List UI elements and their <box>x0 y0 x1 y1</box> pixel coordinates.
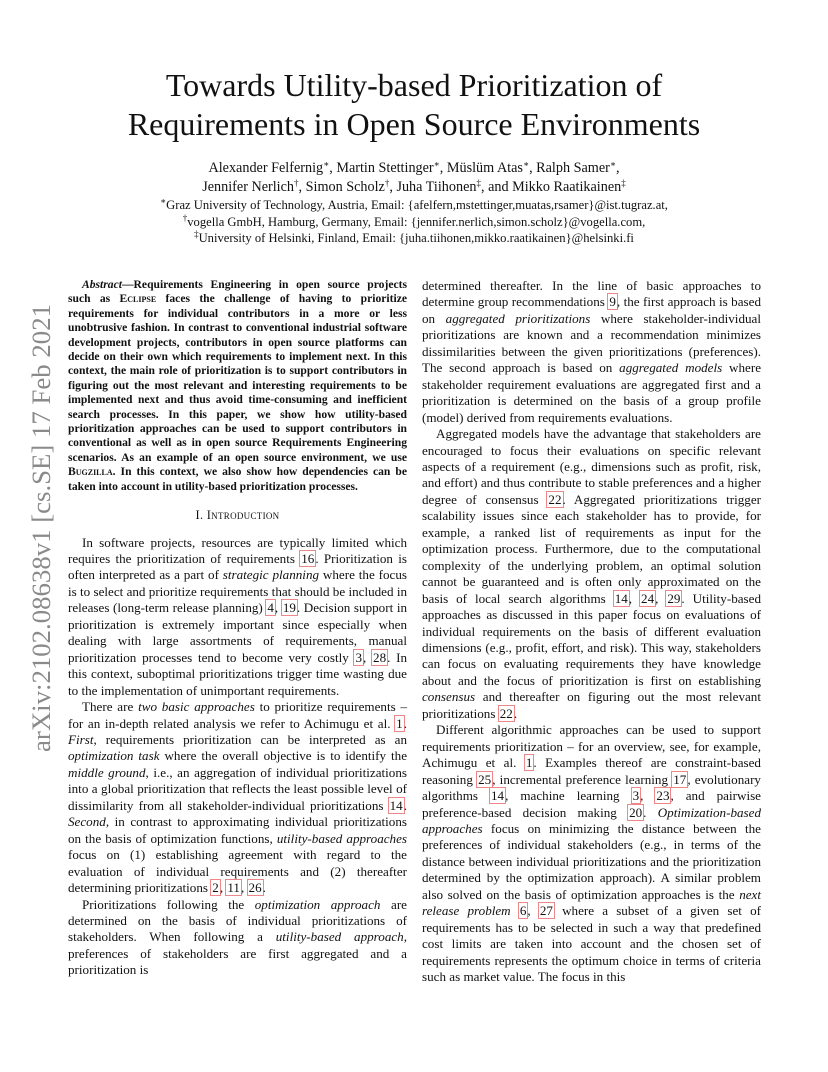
authors-line-2: Jennifer Nerlich†, Simon Scholz†, Juha Tiihonen‡, and Mikko Raatikainen‡ <box>202 178 626 195</box>
eclipse-name: Eclipse <box>119 292 157 306</box>
arxiv-stamp <box>8 300 68 760</box>
title-line-1: Towards Utility-based Prioritization of <box>165 67 663 103</box>
section-heading-introduction: I. Introduction <box>195 508 280 523</box>
intro-paragraph-3-cont: determined thereafter. In the line of basic approaches to determine group recommendations 9, the first approach is based on aggregated prioritizations where stakeholder-individual prioritizations are known and a recommendation minimizes dissimilarities between the given prioritizations (preferences). The second approach is based on aggregated models where stakeholder requirement evaluations are aggregated first and a prioritization is determined on the basis of a group profile (model) derived from requirements evaluations. <box>422 278 762 425</box>
intro-paragraph-2: There are two basic approaches to prioritize requirements – for an in-depth related analysis we refer to Achimugu et al. 1. First, requirements prioritization can be interpreted as an optimization task where the overall objective is to identify the middle ground, i.e., an aggregation of individual prioritizations into a global prioritization that reflects the least possible level of dissimilarity from all stakeholder-individual prioritizations 14. Second, in contrast to approximating individual prioritizations on the basis of optimization functions, utility-based approaches focus on (1) establishing agreement with regard to the evaluation of individual requirements and (2) thereafter determining prioritizations 2, 11, 26. <box>68 699 408 896</box>
intro-paragraph-5: Different algorithmic approaches can be used to support requirements prioritization – for an overview, see, for example, Achimugu et al. 1. Examples thereof are constraint-based reasoning 25, incremental preference learning 17, evolutionary algorithms 14, machine learning 3, 23, and pairwise preference-based decision making 20. Optimization-based approaches focus on minimizing the distance between the preferences of individual stakeholders (e.g., in terms of the distance between individual prioritizations and the prioritization determined by the optimization approach). A similar problem also solved on the basis of optimization approaches is the next release problem 6, 27 where a subset of a given set of requirements has to be selected in such a way that predefined cost limits are taken into account and the chosen set of requirements represents the optimum choice in terms of criteria such as market value. The focus in this <box>422 722 762 985</box>
title-line-2: Requirements in Open Source Environments <box>127 106 701 142</box>
affiliation-graz: ∗Graz University of Technology, Austria, Email: {afelfern,mstettinger,muatas,rsamer}@ist.tugraz.at, <box>160 196 668 212</box>
intro-paragraph-3: Prioritizations following the optimization approach are determined on the basis of individual prioritizations of stakeholders. When following a utility-based approach, preferences of stakeholders are first aggregated and a prioritization is <box>68 896 408 978</box>
bugzilla-name: Bugzilla <box>68 465 113 479</box>
intro-paragraph-1: In software projects, resources are typically limited which requires the prioritization of requirements 16. Prioritization is often interpreted as a part of strategic planning where the focus is to select and prioritize requirements that should be included in releases (long-term release planning) 4, 19. Decision support in prioritization is extremely important since especially when dealing with large assortments of requirements, manual prioritization processes tend to become very costly 3, 28. In this context, suboptimal prioritizations trigger time wasting due to the implementation of unimportant requirements. <box>68 534 408 698</box>
right-column <box>422 278 761 985</box>
authors-line-1: Alexander Felfernig∗, Martin Stettinger∗, Müslüm Atas∗, Ralph Samer∗, <box>208 159 620 176</box>
intro-paragraph-4: Aggregated models have the advantage that stakeholders are encouraged to focus their evaluations on specific relevant aspects of a requirement (e.g., dimensions such as profit, risk, and effort) and thus contribute to stable preferences and a higher degree of consensus 22. Aggregated prioritizations trigger scalability issues since each stakeholder has to provide, for example, a ranked list of requirements as input for the optimization process. Furthermore, due to the computational complexity of the underlying problem, an optimal solution cannot be guaranteed and is often only approximated on the basis of local search algorithms 14, 24, 29. Utility-based approaches as discussed in this paper focus on evaluations of individual requirements on the basis of different evaluation dimensions (e.g., profit, effort, and risk). This way, stakeholders can focus on evaluating requirements they have knowledge about and the focus of prioritization is first on establishing consensus and thereafter on figuring out the most relevant prioritizations 22. <box>422 426 762 721</box>
paper-title <box>70 66 758 144</box>
left-column <box>68 278 407 979</box>
affiliation-helsinki: ‡University of Helsinki, Finland, Email: {juha.tiihonen,mikko.raatikainen}@helsinki.fi <box>194 229 634 245</box>
abstract-label: Abstract <box>82 278 122 291</box>
arxiv-stamp-text: arXiv:2102.08638v1 [cs.SE] 17 Feb 2021 <box>26 308 56 752</box>
abstract: Abstract—Requirements Engineering in open source projects such as Eclipse faces the challenge of having to prioritize requirements for individual contributors in a more or less unobtrusive fashion. In contrast to conventional industrial software development projects, contributors in open source platforms can decide on their own which requirements to implement next. In this context, the main role of prioritization is to support contributors in figuring out the most relevant and interesting requirements to be implemented next and thus avoid time-consuming and inefficient search processes. In this paper, we show how utility-based prioritization approaches can be used to support contributors in conventional as well as in open source Requirements Engineering scenarios. As an example of an open source environment, we use Bugzilla. In this context, we also show how dependencies can be taken into account in utility-based prioritization processes. <box>68 278 407 493</box>
affiliation-vogella: †vogella GmbH, Hamburg, Germany, Email: {jennifer.nerlich,simon.scholz}@vogella.com, <box>182 212 646 229</box>
author-block <box>70 159 758 247</box>
